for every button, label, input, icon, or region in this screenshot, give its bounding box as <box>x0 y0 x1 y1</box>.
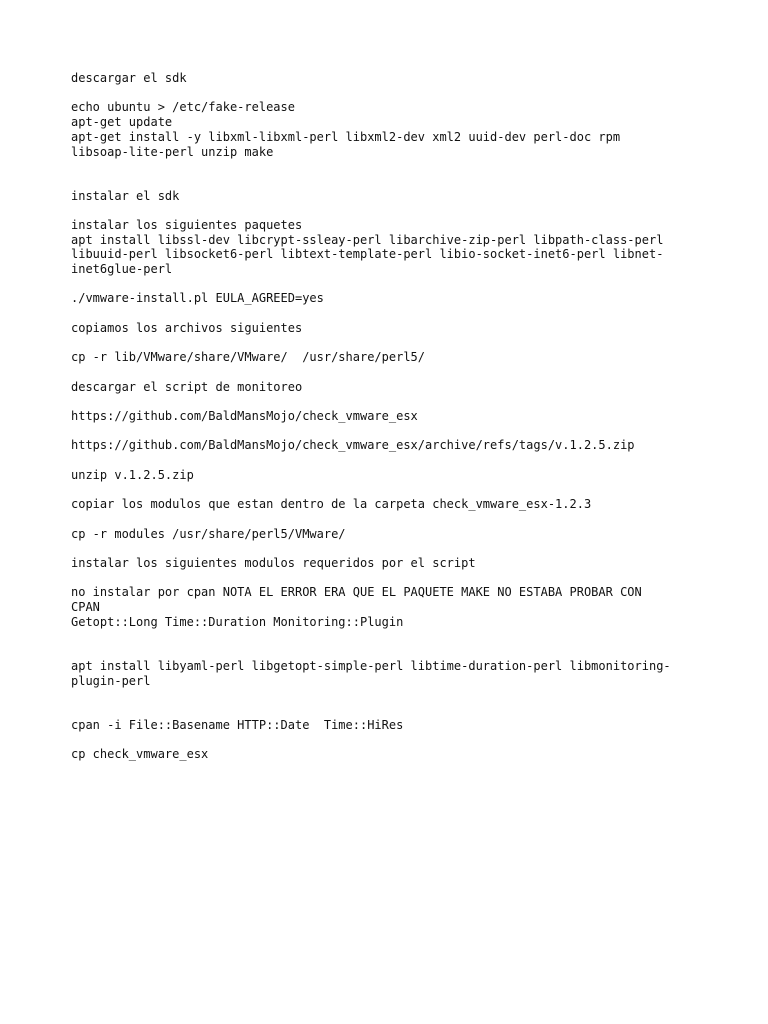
text-line <box>71 277 711 292</box>
text-line: https://github.com/BaldMansMojo/check_vmware_esx/archive/refs/tags/v.1.2.5.zip <box>71 438 635 453</box>
text-line <box>71 306 711 321</box>
text-line: inet6glue-perl <box>71 262 173 277</box>
text-line <box>71 483 711 498</box>
text-line: https://github.com/BaldMansMojo/check_vmware_esx <box>71 409 418 424</box>
text-line <box>71 203 711 218</box>
text-line: Getopt::Long Time::Duration Monitoring::Plugin <box>71 614 404 629</box>
text-line <box>71 424 711 439</box>
text-line: cp -r lib/VMware/share/VMware/ /usr/share/perl5/ <box>71 350 426 365</box>
text-line: copiamos los archivos siguientes <box>71 320 303 335</box>
text-line: descargar el script de monitoreo <box>71 379 303 394</box>
text-line <box>71 453 711 468</box>
text-line <box>71 688 711 703</box>
text-line <box>71 644 711 659</box>
text-line: ./vmware-install.pl EULA_AGREED=yes <box>71 291 324 306</box>
text-line: cp -r modules /usr/share/perl5/VMware/ <box>71 526 346 541</box>
document-page <box>71 71 711 762</box>
text-line <box>71 541 711 556</box>
text-line <box>71 512 711 527</box>
text-line: instalar los siguientes paquetes <box>71 217 303 232</box>
text-line <box>71 732 711 747</box>
text-line: instalar los siguientes modulos requeridos por el script <box>71 555 476 570</box>
text-line <box>71 629 711 644</box>
text-line <box>71 394 711 409</box>
text-line <box>71 703 711 718</box>
text-line <box>71 336 711 351</box>
text-line: unzip v.1.2.5.zip <box>71 467 194 482</box>
text-line: echo ubuntu > /etc/fake-release <box>71 100 295 115</box>
text-line <box>71 159 711 174</box>
text-line: cpan -i File::Basename HTTP::Date Time::HiRes <box>71 717 404 732</box>
text-line: libsoap-lite-perl unzip make <box>71 144 274 159</box>
text-line <box>71 174 711 189</box>
text-line: cp check_vmware_esx <box>71 747 209 762</box>
text-line: apt-get update <box>71 115 173 130</box>
text-line: descargar el sdk <box>71 71 187 85</box>
text-line: apt install libssl-dev libcrypt-ssleay-perl libarchive-zip-perl libpath-class-perl <box>71 232 664 247</box>
text-line <box>71 86 711 101</box>
text-line: copiar los modulos que estan dentro de la carpeta check_vmware_esx-1.2.3 <box>71 497 592 512</box>
text-line: instalar el sdk <box>71 188 180 203</box>
text-line: plugin-perl <box>71 673 151 688</box>
text-line: libuuid-perl libsocket6-perl libtext-template-perl libio-socket-inet6-perl libnet- <box>71 247 664 262</box>
text-line: CPAN <box>71 600 100 615</box>
text-line: no instalar por cpan NOTA EL ERROR ERA QUE EL PAQUETE MAKE NO ESTABA PROBAR CON <box>71 585 642 600</box>
text-line <box>71 571 711 586</box>
text-line: apt-get install -y libxml-libxml-perl libxml2-dev xml2 uuid-dev perl-doc rpm <box>71 129 621 144</box>
text-line: apt install libyaml-perl libgetopt-simple-perl libtime-duration-perl libmonitoring- <box>71 658 671 673</box>
text-line <box>71 365 711 380</box>
